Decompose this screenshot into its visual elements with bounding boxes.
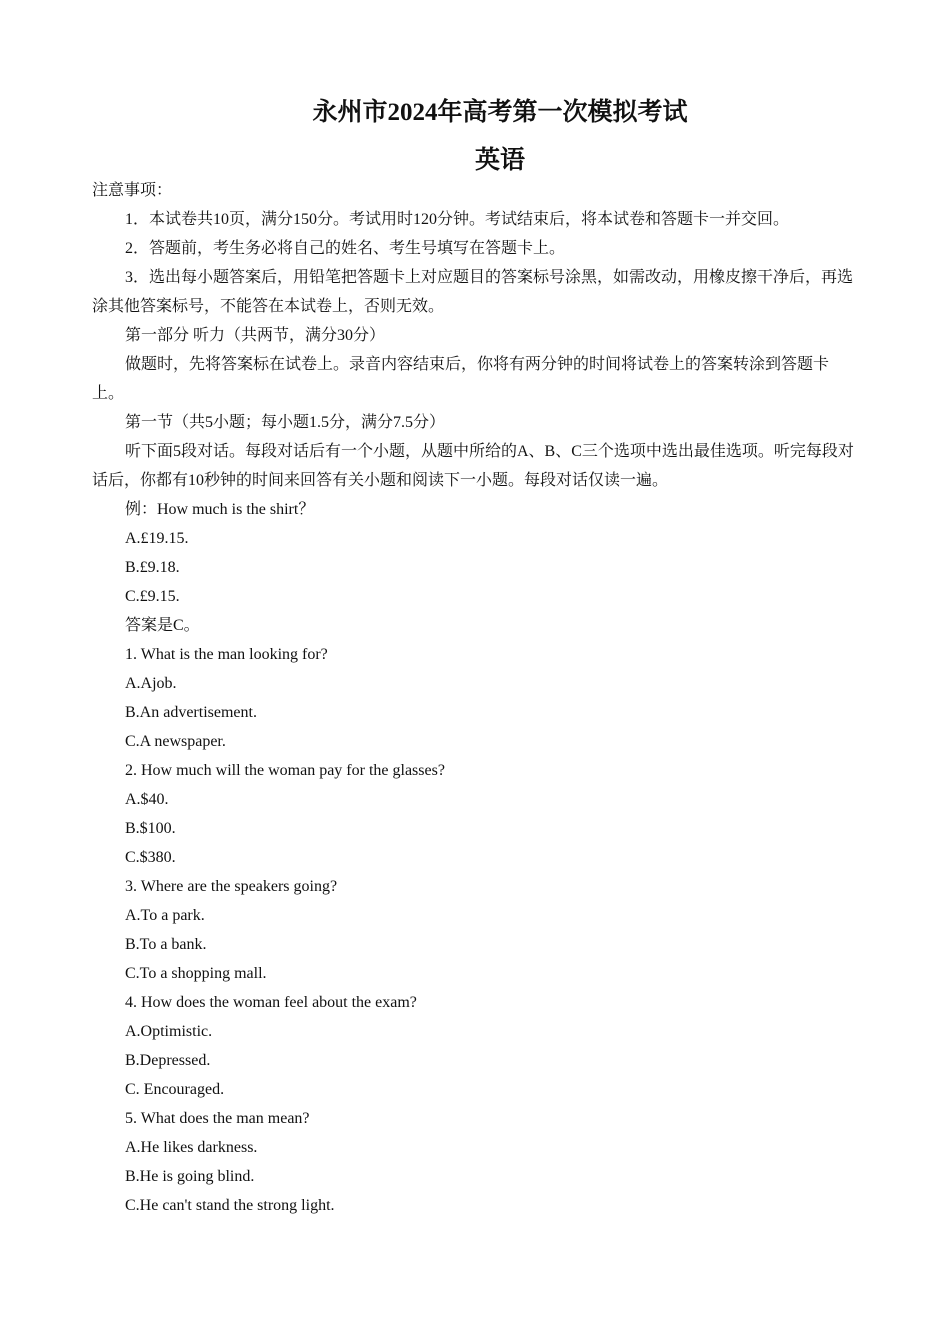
question-1-stem: 1. What is the man looking for? [125,646,328,663]
notice-heading: 注意事项： [92,182,173,199]
example-option-a: A.£19.15. [125,530,189,547]
exam-content [92,176,858,1220]
question-3-option-b: B.To a bank. [125,936,207,953]
example-option-c: C.£9.15. [125,588,180,605]
question-4-option-a: A.Optimistic. [125,1023,213,1040]
exam-subject: 英语 [474,147,525,174]
question-4-stem: 4. How does the woman feel about the exam? [125,994,417,1011]
question-2-option-b: B.$100. [125,820,176,837]
section1-heading: 第一节（共5小题；每小题1.5分，满分7.5分） [125,414,446,431]
question-1-option-b: B.An advertisement. [125,704,257,721]
question-2-option-a: A.$40. [125,791,169,808]
notice-item-1: 1．本试卷共10页，满分150分。考试用时120分钟。考试结束后，将本试卷和答题卡一并交回。 [125,211,790,228]
notice-item-3: 3．选出每小题答案后，用铅笔把答题卡上对应题目的答案标号涂黑，如需改动，用橡皮擦干净后，再选涂其他答案标号，不能答在本试卷上，否则无效。 [92,269,854,315]
example-option-b: B.£9.18. [125,559,180,576]
part1-heading: 第一部分 听力（共两节，满分30分） [125,327,386,344]
question-4-option-b: B.Depressed. [125,1052,211,1069]
question-3-option-a: A.To a park. [125,907,205,924]
notice-item-2: 2．答题前，考生务必将自己的姓名、考生号填写在答题卡上。 [125,240,566,257]
question-1-option-c: C.A newspaper. [125,733,226,750]
question-2-option-c: C.$380. [125,849,176,866]
example-answer: 答案是C。 [125,617,200,634]
question-3-option-c: C.To a shopping mall. [125,965,267,982]
part1-instruction: 做题时，先将答案标在试卷上。录音内容结束后，你将有两分钟的时间将试卷上的答案转涂到答题卡上。 [92,356,830,402]
section1-instruction: 听下面5段对话。每段对话后有一个小题，从题中所给的A、B、C三个选项中选出最佳选项。听完每段对话后，你都有10秒钟的时间来回答有关小题和阅读下一小题。每段对话仅读一遍。 [92,443,854,489]
example-question: 例：How much is the shirt？ [125,501,315,518]
question-5-option-a: A.He likes darkness. [125,1139,258,1156]
question-5-option-b: B.He is going blind. [125,1168,255,1185]
exam-title: 永州市2024年高考第一次模拟考试 [312,99,688,126]
question-5-option-c: C.He can't stand the strong light. [125,1197,335,1214]
question-4-option-c: C. Encouraged. [125,1081,225,1098]
question-2-stem: 2. How much will the woman pay for the glasses? [125,762,445,779]
question-1-option-a: A.Ajob. [125,675,177,692]
question-5-stem: 5. What does the man mean? [125,1110,310,1127]
question-3-stem: 3. Where are the speakers going? [125,878,338,895]
